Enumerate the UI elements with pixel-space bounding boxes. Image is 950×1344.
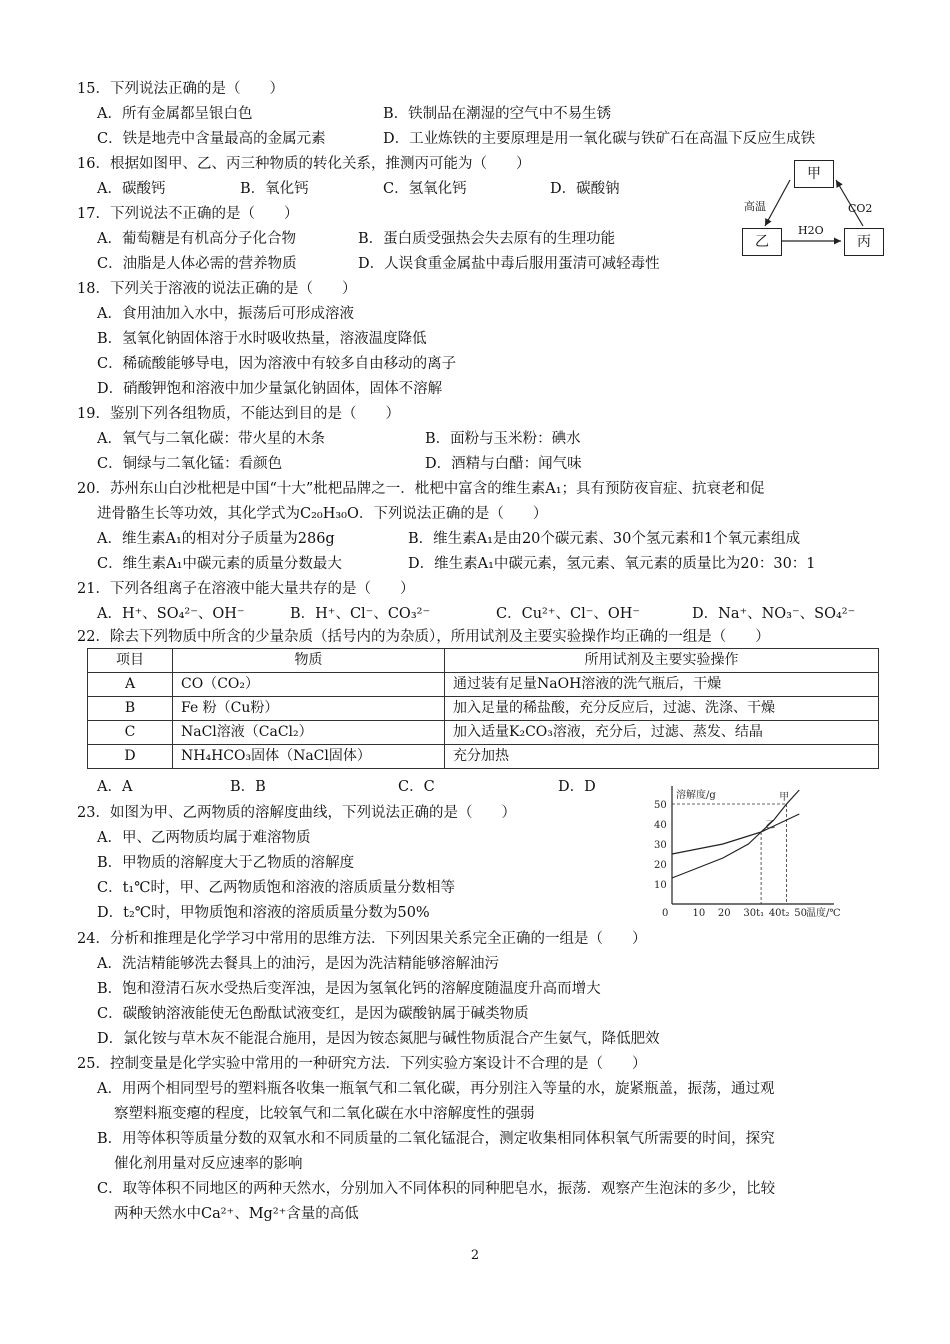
table-cell: CO（CO₂） bbox=[173, 673, 445, 697]
y-tick-label: 10 bbox=[654, 880, 667, 891]
q16-stem: 16．根据如图甲、乙、丙三种物质的转化关系，推测丙可能为（ ） bbox=[77, 156, 531, 172]
table-header: 所用试剂及主要实验操作 bbox=[445, 649, 879, 673]
q15-stem: 15．下列说法正确的是（ ） bbox=[77, 81, 284, 97]
q21-option-a: A．H⁺、SO₄²⁻、OH⁻ bbox=[97, 606, 245, 622]
q17-option-c: C．油脂是人体必需的营养物质 bbox=[97, 256, 297, 272]
impurity-table bbox=[87, 648, 879, 769]
q25-stem: 25．控制变量是化学实验中常用的一种研究方法．下列实验方案设计不合理的是（ ） bbox=[77, 1056, 647, 1072]
series-label: 乙 bbox=[765, 820, 776, 831]
table-cell: 充分加热 bbox=[445, 745, 879, 769]
q25-option-a-line1: A．用两个相同型号的塑料瓶各收集一瓶氧气和二氧化碳，再分别注入等量的水，旋紧瓶盖，振荡，通过观 bbox=[97, 1081, 775, 1097]
origin-label: 0 bbox=[662, 908, 669, 919]
table-cell: A bbox=[88, 673, 173, 697]
q21-option-b: B．H⁺、Cl⁻、CO₃²⁻ bbox=[290, 606, 431, 622]
series-label: 甲 bbox=[779, 792, 790, 803]
q23-option-c: C．t₁℃时，甲、乙两物质饱和溶液的溶质质量分数相等 bbox=[97, 880, 455, 896]
q18-option-c: C．稀硫酸能够导电，因为溶液中有较多自由移动的离子 bbox=[97, 356, 457, 372]
table-cell: Fe 粉（Cu粉） bbox=[173, 697, 445, 721]
y-axis-label: 溶解度/g bbox=[676, 790, 716, 801]
label-co2: CO2 bbox=[848, 202, 873, 215]
q24-option-c: C．碳酸钠溶液能使无色酚酞试液变红，是因为碳酸钠属于碱类物质 bbox=[97, 1006, 529, 1022]
q25-option-c-line1: C．取等体积不同地区的两种天然水，分别加入不同体积的同种肥皂水，振荡．观察产生泡沫的多少，比较 bbox=[97, 1181, 776, 1197]
table-cell: 加入适量K₂CO₃溶液，充分后，过滤、蒸发、结晶 bbox=[445, 721, 879, 745]
q19-stem: 19．鉴别下列各组物质，不能达到目的是（ ） bbox=[77, 406, 400, 422]
x-tick-label: 40 bbox=[768, 908, 782, 919]
q18-option-d: D．硝酸钾饱和溶液中加少量氯化钠固体，固体不溶解 bbox=[97, 381, 443, 397]
q15-option-a: A．所有金属都呈银白色 bbox=[97, 106, 253, 122]
table-cell: 通过装有足量NaOH溶液的洗气瓶后，干燥 bbox=[445, 673, 879, 697]
q17-stem: 17．下列说法不正确的是（ ） bbox=[77, 206, 299, 222]
y-tick-label: 40 bbox=[654, 820, 667, 831]
q16-option-a: A．碳酸钙 bbox=[97, 181, 166, 197]
q21-stem: 21．下列各组离子在溶液中能大量共存的是（ ） bbox=[77, 581, 415, 597]
table-header-row bbox=[88, 649, 879, 673]
q24-stem: 24．分析和推理是化学学习中常用的思维方法．下列因果关系完全正确的一组是（ ） bbox=[77, 931, 647, 947]
q22-option-d: D．D bbox=[558, 779, 596, 795]
table-cell: D bbox=[88, 745, 173, 769]
q18-option-b: B．氢氧化钠固体溶于水时吸收热量，溶液温度降低 bbox=[97, 331, 427, 347]
q22-option-a: A．A bbox=[97, 779, 133, 795]
q25-option-b-line1: B．用等体积等质量分数的双氧水和不同质量的二氧化锰混合，测定收集相同体积氧气所需要的时间，探究 bbox=[97, 1131, 775, 1147]
q23-option-a: A．甲、乙两物质均属于难溶物质 bbox=[97, 830, 311, 846]
table-row bbox=[88, 745, 879, 769]
series-line-jia bbox=[672, 790, 799, 878]
q20-option-b: B．维生素A₁是由20个碳元素、30个氢元素和1个氧元素组成 bbox=[408, 531, 801, 547]
q17-option-d: D．人误食重金属盐中毒后服用蛋清可减轻毒性 bbox=[358, 256, 660, 272]
q19-option-d: D．酒精与白醋：闻气味 bbox=[425, 456, 582, 472]
q17-option-b: B．蛋白质受强热会失去原有的生理功能 bbox=[358, 231, 616, 247]
x-tick-label: 30 bbox=[743, 908, 757, 919]
q20-stem-line1: 20．苏州东山白沙枇杷是中国“十大”枇杷品牌之一．枇杷中富含的维生素A₁；具有预防夜盲症、抗衰老和促 bbox=[77, 481, 765, 497]
x-tick-label: 50 bbox=[794, 908, 808, 919]
q19-option-c: C．铜绿与二氧化锰：看颜色 bbox=[97, 456, 283, 472]
label-gaowen: 高温 bbox=[744, 200, 766, 213]
q19-option-a: A．氧气与二氧化碳：带火星的木条 bbox=[97, 431, 325, 447]
solubility-chart bbox=[642, 786, 857, 922]
table-cell: C bbox=[88, 721, 173, 745]
y-tick-label: 50 bbox=[654, 800, 667, 811]
box-jia: 甲 bbox=[794, 160, 834, 188]
box-bing: 丙 bbox=[844, 228, 884, 256]
series-line-yi bbox=[672, 814, 799, 854]
q23-stem: 23．如图为甲、乙两物质的溶解度曲线，下列说法正确的是（ ） bbox=[77, 805, 516, 821]
q25-option-c-line2: 两种天然水中Ca²⁺、Mg²⁺含量的高低 bbox=[114, 1206, 359, 1222]
q21-option-d: D．Na⁺、NO₃⁻、SO₄²⁻ bbox=[692, 606, 856, 622]
q21-option-c: C．Cu²⁺、Cl⁻、OH⁻ bbox=[496, 606, 641, 622]
q22-option-c: C．C bbox=[398, 779, 435, 795]
q25-option-a-line2: 察塑料瓶变瘪的程度，比较氧气和二氧化碳在水中溶解度性的强弱 bbox=[114, 1106, 535, 1122]
y-tick-label: 20 bbox=[654, 860, 667, 871]
q22-stem: 22．除去下列物质中所含的少量杂质（括号内的为杂质），所用试剂及主要实验操作均正确的一组是（ ） bbox=[77, 629, 770, 645]
q24-option-d: D．氯化铵与草木灰不能混合施用，是因为铵态氮肥与碱性物质混合产生氨气，降低肥效 bbox=[97, 1031, 660, 1047]
y-tick-label: 30 bbox=[654, 840, 667, 851]
table-cell: NaCl溶液（CaCl₂） bbox=[173, 721, 445, 745]
q17-option-a: A．葡萄糖是有机高分子化合物 bbox=[97, 231, 296, 247]
q23-option-b: B．甲物质的溶解度大于乙物质的溶解度 bbox=[97, 855, 355, 871]
q19-option-b: B．面粉与玉米粉：碘水 bbox=[425, 431, 581, 447]
x-tick-label: 10 bbox=[692, 908, 706, 919]
table-cell: B bbox=[88, 697, 173, 721]
x-axis-label: 温度/℃ bbox=[806, 908, 841, 919]
q16-option-b: B．氧化钙 bbox=[240, 181, 309, 197]
q18-stem: 18．下列关于溶液的说法正确的是（ ） bbox=[77, 281, 357, 297]
q24-option-b: B．饱和澄清石灰水受热后变浑浊，是因为氢氧化钙的溶解度随温度升高而增大 bbox=[97, 981, 601, 997]
q15-option-b: B．铁制品在潮湿的空气中不易生锈 bbox=[383, 106, 612, 122]
q16-option-d: D．碳酸钠 bbox=[550, 181, 620, 197]
q20-option-d: D．维生素A₁中碳元素，氢元素、氧元素的质量比为20：30：1 bbox=[408, 556, 816, 572]
label-h2o: H2O bbox=[798, 224, 824, 237]
table-header: 物质 bbox=[173, 649, 445, 673]
table-cell: NH₄HCO₃固体（NaCl固体） bbox=[173, 745, 445, 769]
x-tick-label: t₁ bbox=[756, 908, 765, 919]
q22-option-b: B．B bbox=[230, 779, 266, 795]
page-number: 2 bbox=[470, 1248, 480, 1263]
q20-option-a: A．维生素A₁的相对分子质量为286g bbox=[97, 531, 335, 547]
table-header: 项目 bbox=[88, 649, 173, 673]
conversion-diagram bbox=[738, 158, 888, 258]
q23-option-d: D．t₂℃时，甲物质饱和溶液的溶质质量分数为50% bbox=[97, 905, 430, 921]
q15-option-c: C．铁是地壳中含量最高的金属元素 bbox=[97, 131, 326, 147]
x-tick-label: t₂ bbox=[781, 908, 790, 919]
q20-stem-line2: 进骨骼生长等功效，其化学式为C₂₀H₃₀O．下列说法正确的是（ ） bbox=[97, 506, 548, 522]
table-row bbox=[88, 697, 879, 721]
q20-option-c: C．维生素A₁中碳元素的质量分数最大 bbox=[97, 556, 342, 572]
x-tick-label: 20 bbox=[717, 908, 731, 919]
table-row bbox=[88, 721, 879, 745]
q15-option-d: D．工业炼铁的主要原理是用一氧化碳与铁矿石在高温下反应生成铁 bbox=[383, 131, 816, 147]
q25-option-b-line2: 催化剂用量对反应速率的影响 bbox=[114, 1156, 303, 1172]
box-yi: 乙 bbox=[742, 228, 782, 256]
table-row bbox=[88, 673, 879, 697]
q24-option-a: A．洗洁精能够洗去餐具上的油污，是因为洗洁精能够溶解油污 bbox=[97, 956, 499, 972]
q16-option-c: C．氢氧化钙 bbox=[383, 181, 467, 197]
table-cell: 加入足量的稀盐酸，充分反应后，过滤、洗涤、干燥 bbox=[445, 697, 879, 721]
q18-option-a: A．食用油加入水中，振荡后可形成溶液 bbox=[97, 306, 354, 322]
